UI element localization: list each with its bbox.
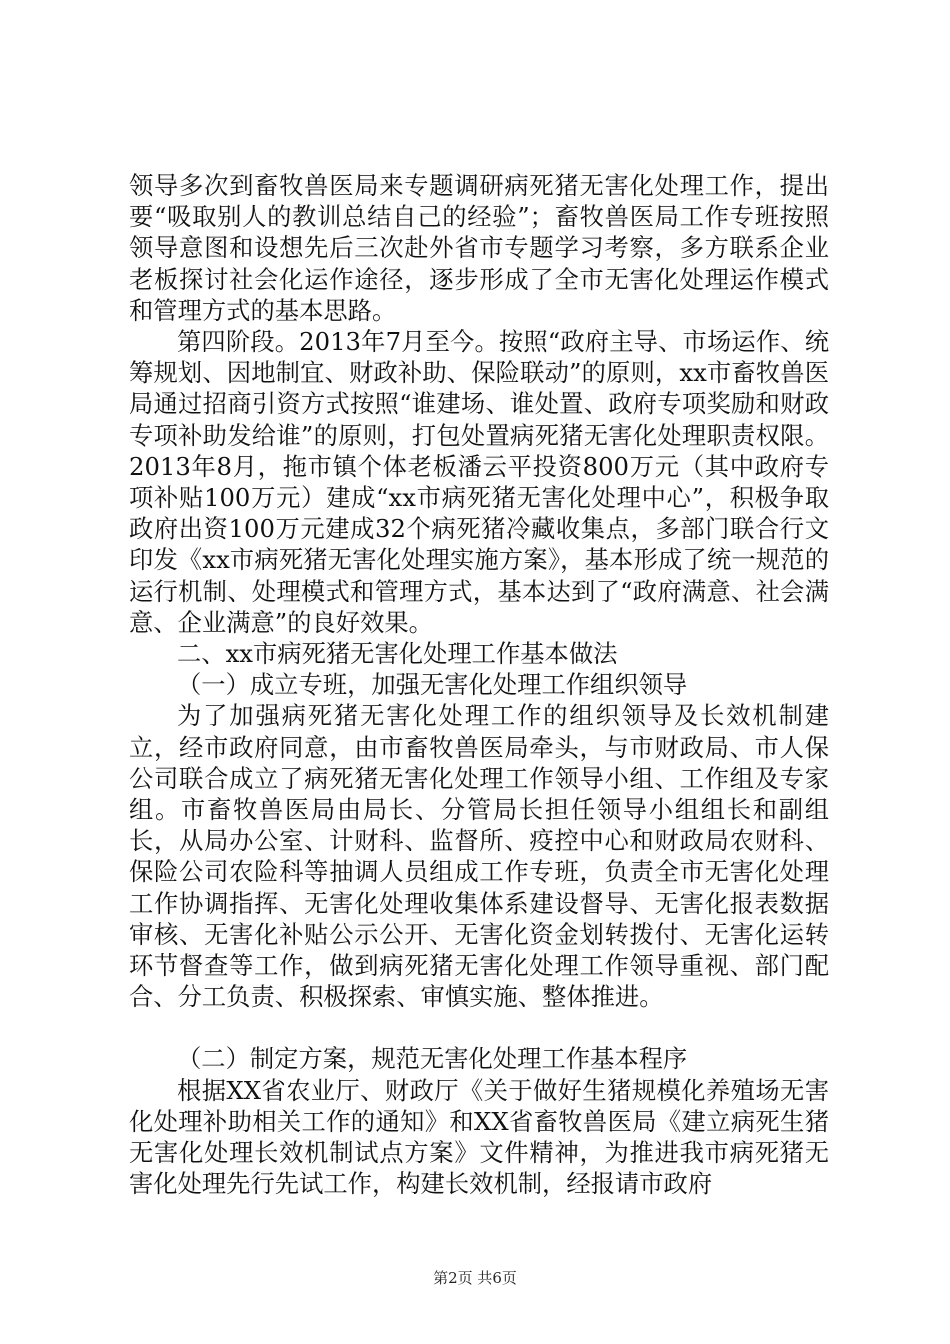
subheading-establish-team: （一）成立专班，加强无害化处理工作组织领导 [177,670,688,700]
paragraph-plan-basis: 根据XX省农业厅、财政厅《关于做好生猪规模化养殖场无害化处理补助相关工作的通知》和XX省畜牧兽医局《建立病死生猪无害化处理长效机制试点方案》文件精神，为推进我市病死猪无害化处理先行先试工作，构建长效机制，经报请市政府 [129,1075,829,1199]
document-body [129,170,829,1200]
paragraph-stage-four: 第四阶段。2013年7月至今。按照“政府主导、市场运作、统筹规划、因地制宜、财政补助、保险联动”的原则，xx市畜牧兽医局通过招商引资方式按照“谁建场、谁处置、政府专项奖励和财政专项补助发给谁”的原则，打包处置病死猪无害化处理职责权限。2013年8月，拖市镇个体老板潘云平投资800万元（其中政府专项补贴100万元）建成“xx市病死猪无害化处理中心”，积极争取政府出资100万元建成32个病死猪冷藏收集点，多部门联合行文印发《xx市病死猪无害化处理实施方案》，基本形成了统一规范的运行机制、处理模式和管理方式，基本达到了“政府满意、社会满意、企业满意”的良好效果。 [129,327,829,637]
subheading-formulate-plan: （二）制定方案，规范无害化处理工作基本程序 [177,1044,688,1074]
paragraph-organization-leadership: 为了加强病死猪无害化处理工作的组织领导及长效机制建立，经市政府同意，由市畜牧兽医局牵头，与市财政局、市人保公司联合成立了病死猪无害化处理工作领导小组、工作组及专家组。市畜牧兽医局由局长、分管局长担任领导小组组长和副组长，从局办公室、计财科、监督所、疫控中心和财政局农财科、保险公司农险科等抽调人员组成工作专班，负责全市无害化处理工作协调指挥、无害化处理收集体系建设督导、无害化报表数据审核、无害化补贴公示公开、无害化资金划转拨付、无害化运转环节督查等工作，做到病死猪无害化处理工作领导重视、部门配合、分工负责、积极探索、审慎实施、整体推进。 [129,701,829,1012]
section-heading-basic-practices: 二、xx市病死猪无害化处理工作基本做法 [177,639,618,669]
page-footer: 第2页 共6页 [433,1269,517,1287]
paragraph-continuation: 领导多次到畜牧兽医局来专题调研病死猪无害化处理工作，提出要“吸取别人的教训总结自己的经验”；畜牧兽医局工作专班按照领导意图和设想先后三次赴外省市专题学习考察，多方联系企业老板探讨社会化运作途径，逐步形成了全市无害化处理运作模式和管理方式的基本思路。 [129,171,829,325]
